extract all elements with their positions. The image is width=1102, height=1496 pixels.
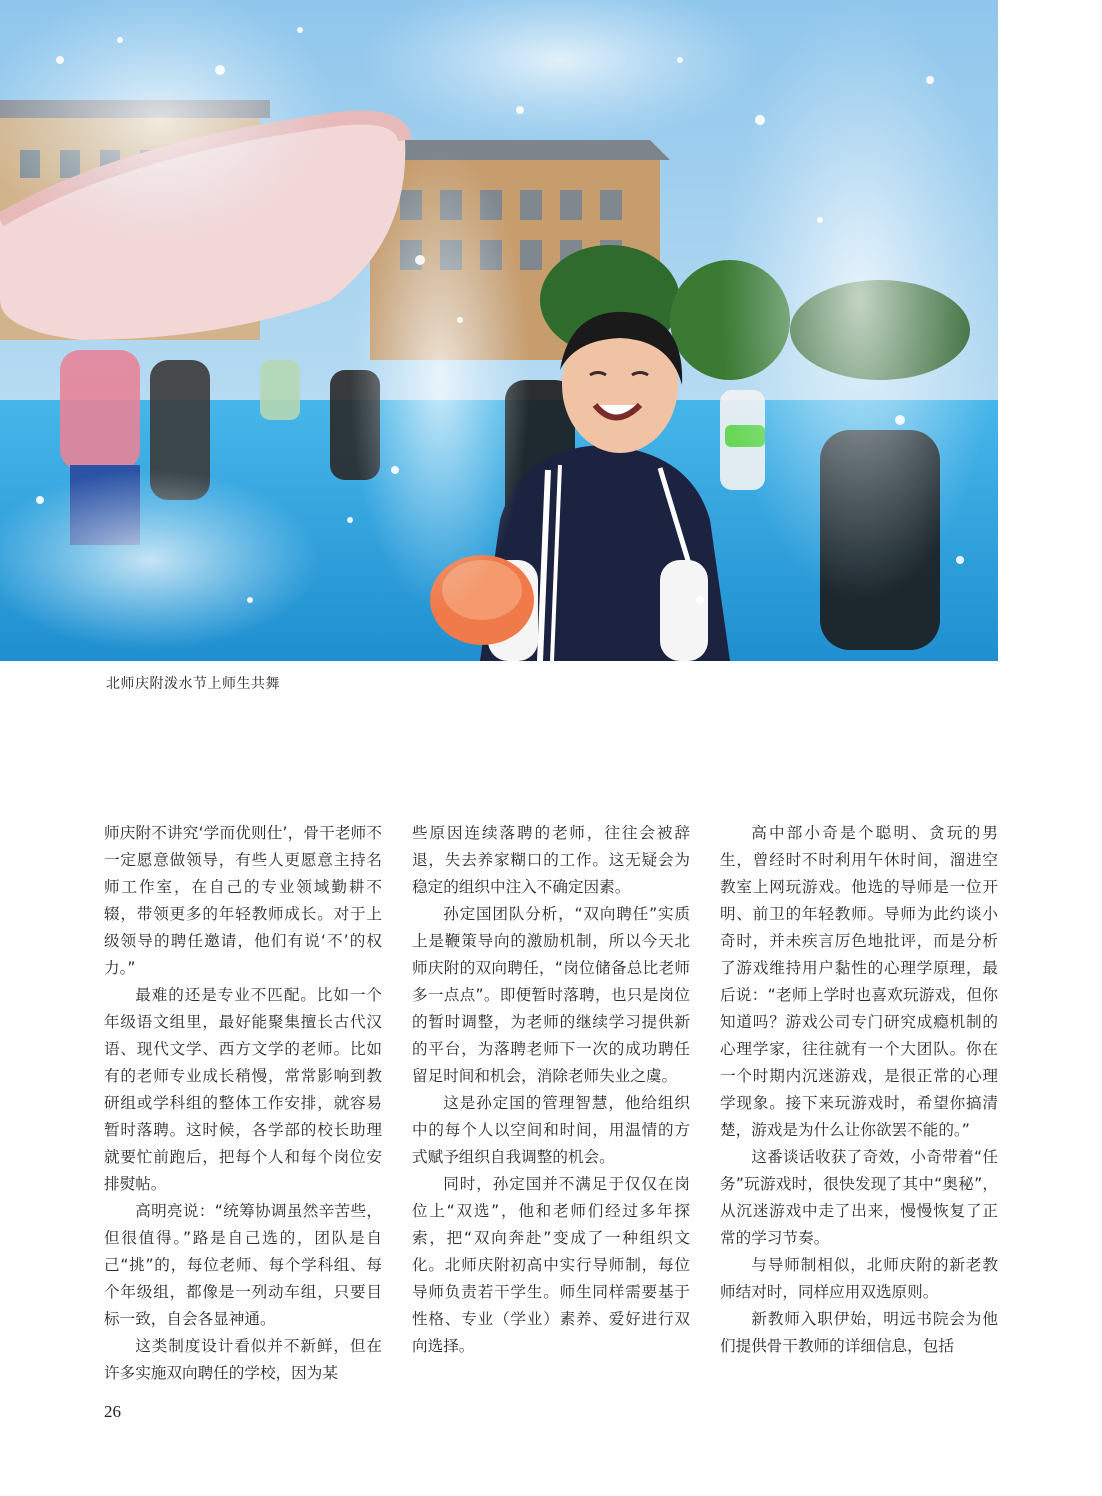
paragraph: 这类制度设计看似并不新鲜，但在许多实施双向聘任的学校，因为某 (104, 1337, 382, 1382)
hero-photo (0, 0, 998, 661)
page-number: 26 (104, 1402, 121, 1421)
paragraph: 高明亮说：“统筹协调虽然辛苦些，但很值得。”路是自己选的，团队是自己“挑”的，每位老师、每个学科组、每个年级组，都像是一列动车组，只要目标一致，自会各显神通。 (104, 1202, 382, 1328)
text-column-3 (720, 820, 998, 1360)
paragraph: 这是孙定国的管理智慧，他给组织中的每个人以空间和时间，用温情的方式赋予组织自我调整的机会。 (412, 1094, 690, 1166)
paragraph: 新教师入职伊始，明远书院会为他们提供骨干教师的详细信息，包括 (720, 1310, 998, 1355)
paragraph: 师庆附不讲究‘学而优则仕’，骨干老师不一定愿意做领导，有些人更愿意主持名师工作室，在自己的专业领域勤耕不辍，带领更多的年轻教师成长。对于上级领导的聘任邀请，他们有说‘不’的权力。” (104, 824, 382, 977)
paragraph: 高中部小奇是个聪明、贪玩的男生，曾经时不时利用午休时间，溜进空教室上网玩游戏。他选的导师是一位开明、前卫的年轻教师。导师为此约谈小奇时，并未疾言厉色地批评，而是分析了游戏维持用户黏性的心理学原理，最后说：“老师上学时也喜欢玩游戏，但你知道吗？游戏公司专门研究成瘾机制的心理学家，往往就有一个大团队。你在一个时期内沉迷游戏，是很正常的心理学现象。接下来玩游戏时，希望你搞清楚，游戏是为什么让你欲罢不能的。” (720, 824, 998, 1139)
paragraph: 最难的还是专业不匹配。比如一个年级语文组里，最好能聚集擅长古代汉语、现代文学、西方文学的老师。比如有的老师专业成长稍慢，常常影响到教研组或学科组的整体工作安排，就容易暂时落聘。这时候，各学部的校长助理就要忙前跑后，把每个人和每个岗位安排熨帖。 (104, 986, 382, 1193)
paragraph: 孙定国团队分析，“双向聘任”实质上是鞭策导向的激励机制，所以今天北师庆附的双向聘任，“岗位储备总比老师多一点点”。即便暂时落聘，也只是岗位的暂时调整，为老师的继续学习提供新的平台，为落聘老师下一次的成功聘任留足时间和机会，消除老师失业之虞。 (412, 905, 690, 1085)
paragraph: 些原因连续落聘的老师，往往会被辞退，失去养家糊口的工作。这无疑会为稳定的组织中注入不确定因素。 (412, 824, 690, 896)
photo-caption: 北师庆附泼水节上师生共舞 (106, 676, 280, 692)
paragraph: 同时，孙定国并不满足于仅仅在岗位上“双选”，他和老师们经过多年探索，把“双向奔赴”变成了一种组织文化。北师庆附初高中实行导师制，每位导师负责若干学生。师生同样需要基于性格、专业（学业）素养、爱好进行双向选择。 (412, 1175, 690, 1355)
water-festival-illustration (0, 0, 998, 661)
text-column-2 (412, 820, 690, 1360)
text-column-1 (104, 820, 382, 1387)
paragraph: 这番谈话收获了奇效，小奇带着“任务”玩游戏时，很快发现了其中“奥秘”，从沉迷游戏中走了出来，慢慢恢复了正常的学习节奏。 (720, 1148, 998, 1247)
paragraph: 与导师制相似，北师庆附的新老教师结对时，同样应用双选原则。 (720, 1256, 998, 1301)
